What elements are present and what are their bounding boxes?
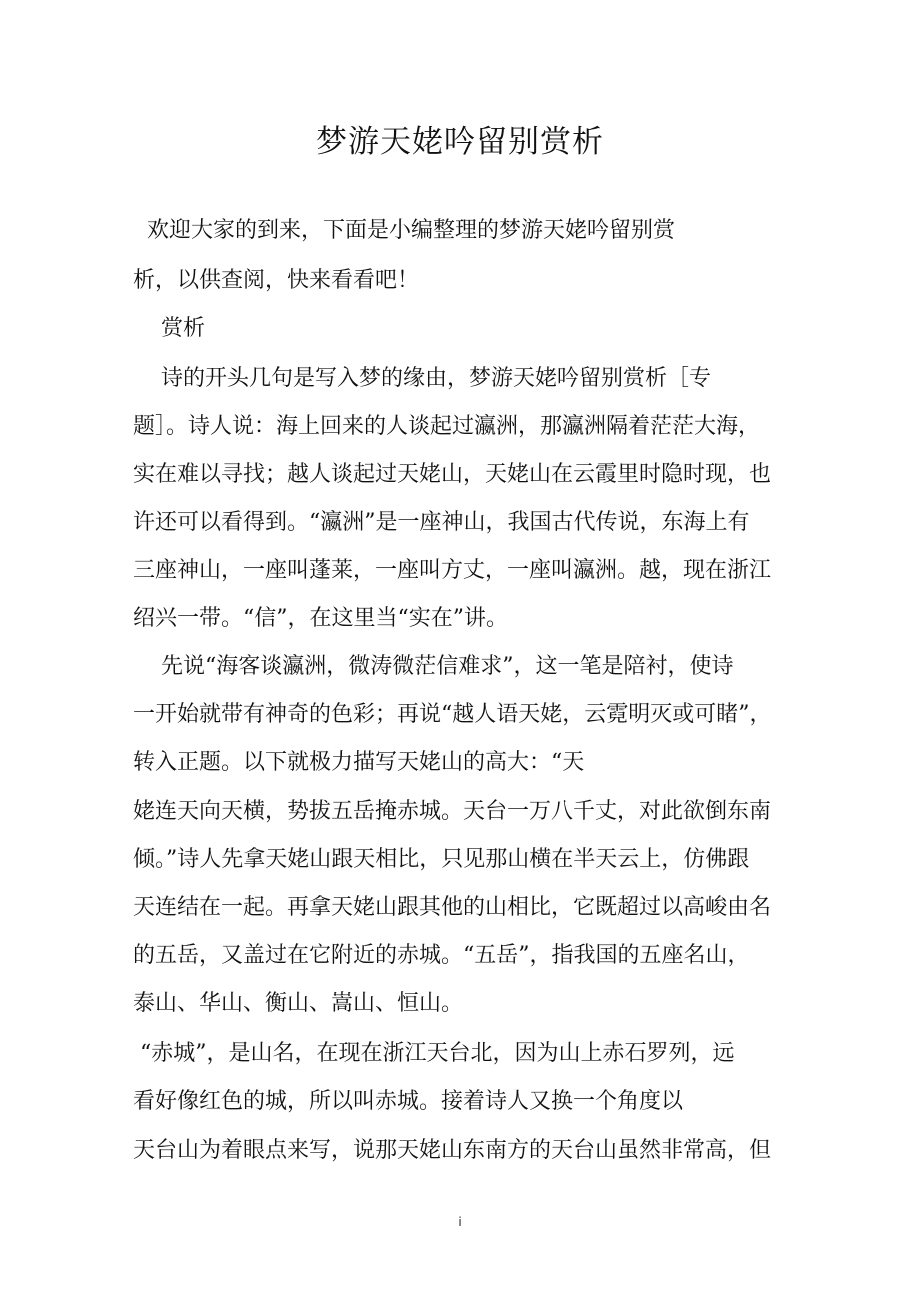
text-line: 欢迎大家的到来，下面是小编整理的梦游天姥吟留别赏 — [133, 218, 675, 243]
text-line: 许还可以看得到。“瀛洲”是一座神山，我国古代传说，东海上有 — [133, 510, 750, 535]
text-line: 的五岳，又盖过在它附近的赤城。“五岳”，指我国的五座名山， — [133, 943, 750, 968]
text-line: 一开始就带有神奇的色彩；再说“越人语天姥，云霓明灭或可睹”， — [133, 702, 772, 727]
text-line: 先说“海客谈瀛洲，微涛微茫信难求”，这一笔是陪衬，使诗 — [133, 654, 734, 679]
text-line: 泰山、华山、衡山、嵩山、恒山。 — [133, 991, 464, 1016]
text-line: 赏析 — [133, 316, 205, 341]
text-line: 题］。诗人说：海上回来的人谈起过瀛洲，那瀛洲隔着茫茫大海， — [133, 414, 761, 439]
text-line: 转入正题。以下就极力描写天姥山的高大：“天 — [133, 750, 585, 775]
text-line: 析，以供查阅，快来看看吧！ — [133, 268, 420, 293]
text-line: 诗的开头几句是写入梦的缘由，梦游天姥吟留别赏析［专 — [133, 366, 711, 391]
text-line: “赤城”，是山名，在现在浙江天台北，因为山上赤石罗列，远 — [133, 1041, 735, 1066]
text-line: 姥连天向天横，势拔五岳掩赤城。天台一万八千丈，对此欲倒东南 — [133, 799, 772, 824]
page-number: i — [458, 1215, 462, 1229]
text-line: 实在难以寻找；越人谈起过天姥山，天姥山在云霞里时隐时现，也 — [133, 462, 772, 487]
text-line: 看好像红色的城，所以叫赤城。接着诗人又换一个角度以 — [133, 1089, 684, 1114]
text-line: 天连结在一起。再拿天姥山跟其他的山相比，它既超过以高峻由名 — [133, 895, 772, 920]
text-line: 绍兴一带。“信”，在这里当“实在”讲。 — [133, 606, 508, 631]
document-title: 梦游天姥吟留别赏析 — [316, 124, 604, 160]
text-line: 天台山为着眼点来写，说那天姥山东南方的天台山虽然非常高，但 — [133, 1138, 772, 1163]
text-line: 倾。”诗人先拿天姥山跟天相比，只见那山横在半天云上，仿佛跟 — [133, 847, 750, 872]
text-line: 三座神山，一座叫蓬莱，一座叫方丈，一座叫瀛洲。越，现在浙江 — [133, 558, 772, 583]
